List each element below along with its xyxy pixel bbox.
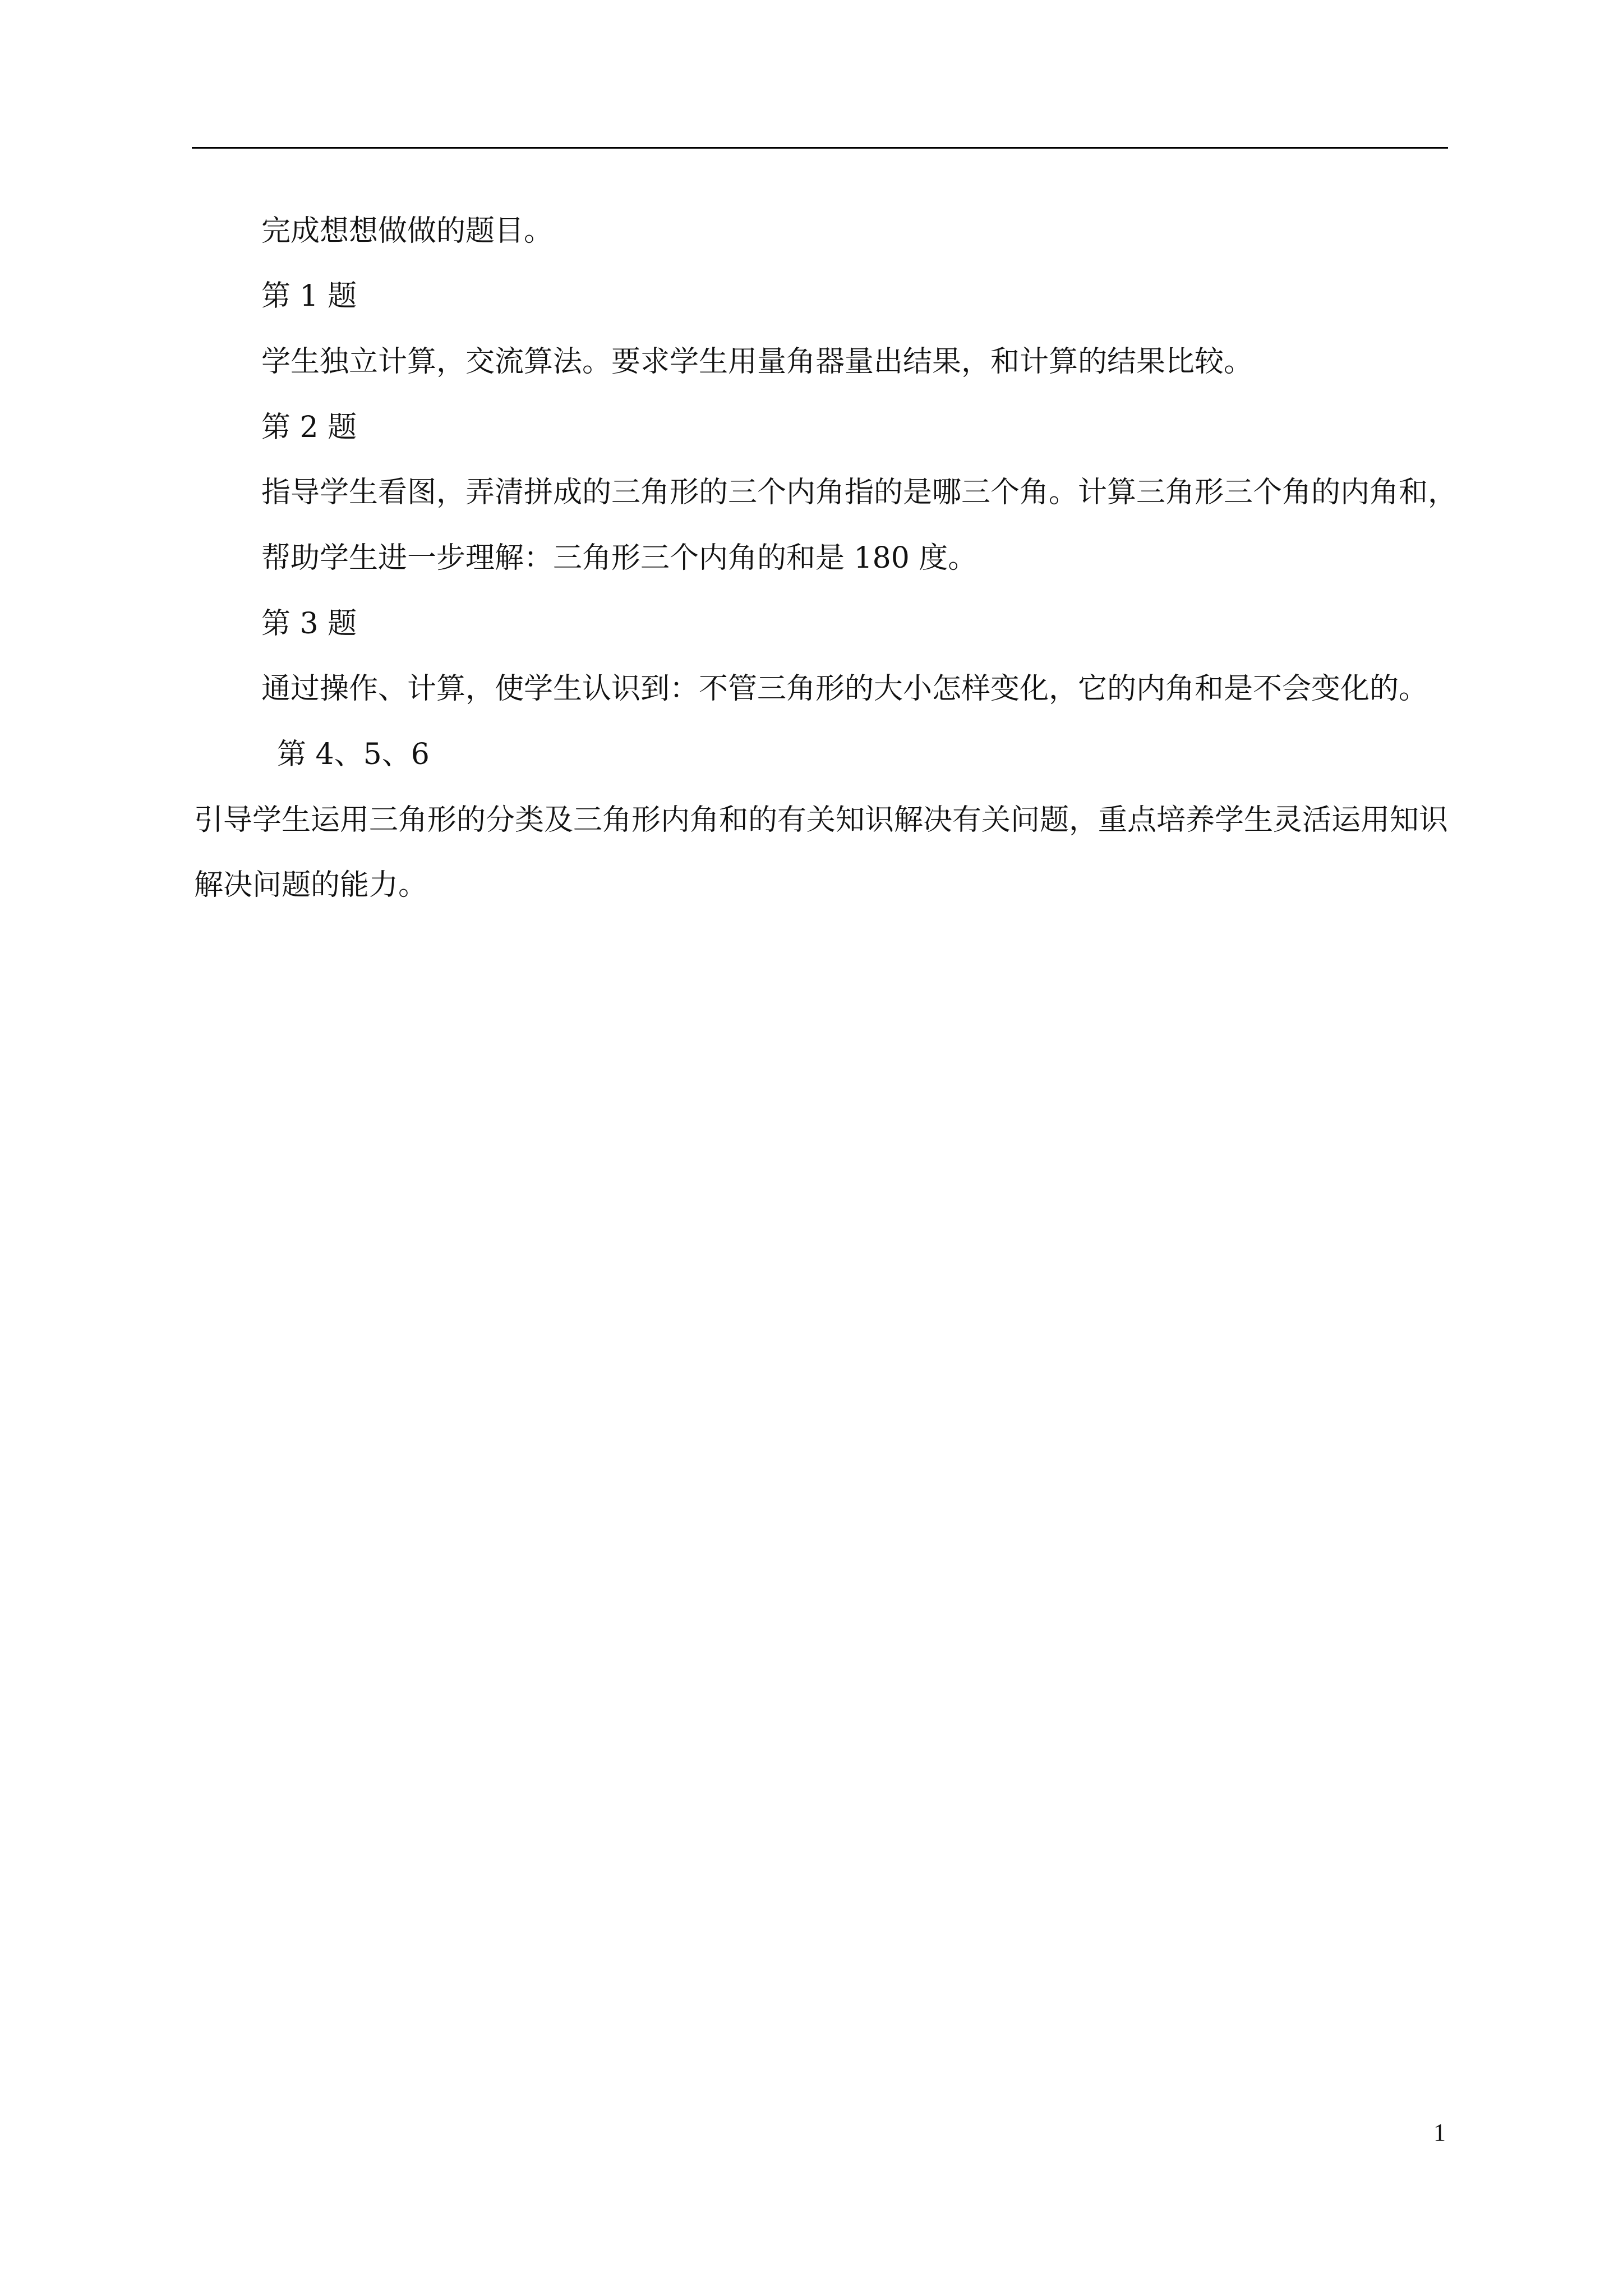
- paragraph-line-5: 通过操作、计算，使学生认识到：不管三角形的大小怎样变化，它的内角和是不会变化的。: [261, 672, 1428, 706]
- paragraph-line-7: 解决问题的能力。: [194, 868, 428, 902]
- question-heading-3: 第 3 题: [261, 607, 357, 641]
- paragraph-line-1: 完成想想做做的题目。: [261, 214, 554, 248]
- header-rule: [192, 147, 1448, 149]
- question-heading-4-5-6: 第 4、5、6: [277, 738, 430, 771]
- paragraph-line-3: 指导学生看图，弄清拼成的三角形的三个内角指的是哪三个角。计算三角形三个角的内角和，: [261, 476, 1458, 509]
- paragraph-line-4: 帮助学生进一步理解：三角形三个内角的和是 180 度。: [261, 541, 978, 575]
- page-number: 1: [1433, 2119, 1446, 2146]
- question-heading-1: 第 1 题: [261, 279, 357, 313]
- paragraph-line-2: 学生独立计算，交流算法。要求学生用量角器量出结果，和计算的结果比较。: [261, 345, 1253, 379]
- paragraph-line-6: 引导学生运用三角形的分类及三角形内角和的有关知识解决有关问题，重点培养学生灵活运用知识: [194, 803, 1449, 837]
- question-heading-2: 第 2 题: [261, 411, 357, 444]
